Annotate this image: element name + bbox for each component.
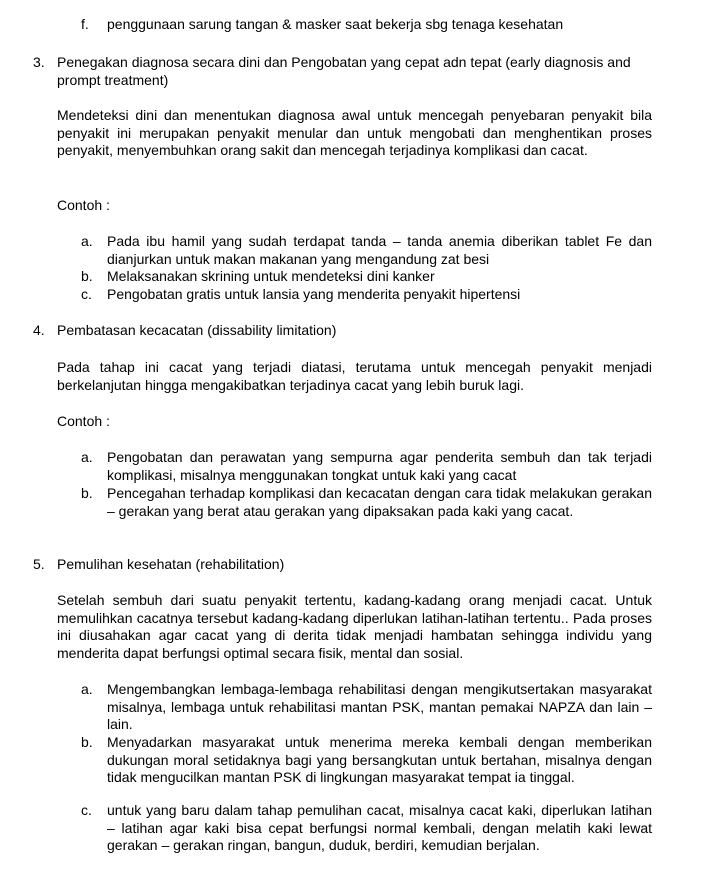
section-4-paragraph: Pada tahap ini cacat yang terjadi diatasi, terutama untuk mencegah penyakit menjadi berkelanjutan hingga mengakibatkan terjadinya cacat yang lebih buruk lagi.	[57, 359, 652, 393]
section-3-example-label: Contoh :	[57, 197, 110, 213]
section-5-item-a-text: Mengembangkan lembaga-lembaga rehabilitasi dengan mengikutsertakan masyarakat misalnya, lembaga untuk rehabilitasi mantan PSK, mantan pemakai NAPZA dan lain – lain.	[107, 681, 652, 732]
section-4-item-a-marker: a.	[81, 449, 93, 465]
section-5-item-a-marker: a.	[81, 681, 93, 697]
section-5-paragraph: Setelah sembuh dari suatu penyakit tertentu, kadang-kadang orang menjadi cacat. Untuk memulihkan cacatnya tersebut kadang-kadang diperlukan latihan-latihan tertentu.. Pada proses ini diusahakan agar cacat yang di derita tidak menjadi hambatan sehingga individu yang menderita dapat berfungsi optimal secara fisik, mental dan sosial.	[57, 592, 652, 661]
section-4-heading: Pembatasan kecacatan (dissability limitation)	[57, 322, 337, 338]
section-3-number: 3.	[33, 54, 45, 70]
section-5-heading: Pemulihan kesehatan (rehabilitation)	[57, 556, 285, 572]
section-4-item-b-marker: b.	[81, 485, 93, 501]
section-3-item-a-text: Pada ibu hamil yang sudah terdapat tanda – tanda anemia diberikan tablet Fe dan dianjurkan untuk makan makanan yang mengandung zat besi	[107, 233, 652, 267]
section-3-item-b-text: Melaksanakan skrining untuk mendeteksi dini kanker	[107, 268, 435, 284]
section-5-item-c-text: untuk yang baru dalam tahap pemulihan cacat, misalnya cacat kaki, diperlukan latihan – latihan agar kaki bisa cepat berfungsi normal kembali, dengan melatih kaki lewat gerakan – gerakan ringan, bangun, duduk, berdiri, kemudian berjalan.	[107, 802, 652, 853]
section-3-paragraph: Mendeteksi dini dan menentukan diagnosa awal untuk mencegah penyebaran penyakit bila penyakit ini merupakan penyakit menular dan untuk mengobati dan menghentikan proses penyakit, menyembuhkan orang sakit dan mencegah terjadinya komplikasi dan cacat.	[57, 107, 652, 158]
section-5-item-b-text: Menyadarkan masyarakat untuk menerima mereka kembali dengan memberikan dukungan moral setidaknya bagi yang bersangkutan untuk bertahan, misalnya dengan tidak mengucilkan mantan PSK di lingkungan masyarakat tempat ia tinggal.	[107, 734, 652, 785]
section-5-number: 5.	[33, 556, 45, 572]
list-marker: f.	[81, 16, 89, 32]
list-item-text: penggunaan sarung tangan & masker saat bekerja sbg tenaga kesehatan	[107, 16, 564, 32]
section-3-item-c-text: Pengobatan gratis untuk lansia yang menderita penyakit hipertensi	[107, 286, 521, 302]
section-3-item-a-marker: a.	[81, 233, 93, 249]
section-4-item-b-text: Pencegahan terhadap komplikasi dan kecacatan dengan cara tidak melakukan gerakan – gerakan yang berat atau gerakan yang dipaksakan pada kaki yang cacat.	[107, 485, 652, 519]
section-3-item-c-marker: c.	[81, 286, 92, 302]
section-4-example-label: Contoh :	[57, 413, 110, 429]
section-5-item-b-marker: b.	[81, 734, 93, 750]
section-4-number: 4.	[33, 322, 45, 338]
section-4-item-a-text: Pengobatan dan perawatan yang sempurna agar penderita sembuh dan tak terjadi komplikasi, misalnya menggunakan tongkat untuk kaki yang cacat	[107, 449, 652, 483]
section-5-item-c-marker: c.	[81, 802, 92, 818]
section-3-heading: Penegakan diagnosa secara dini dan Pengobatan yang cepat adn tepat (early diagnosis and prompt treatment)	[57, 54, 631, 88]
section-3-item-b-marker: b.	[81, 268, 93, 284]
